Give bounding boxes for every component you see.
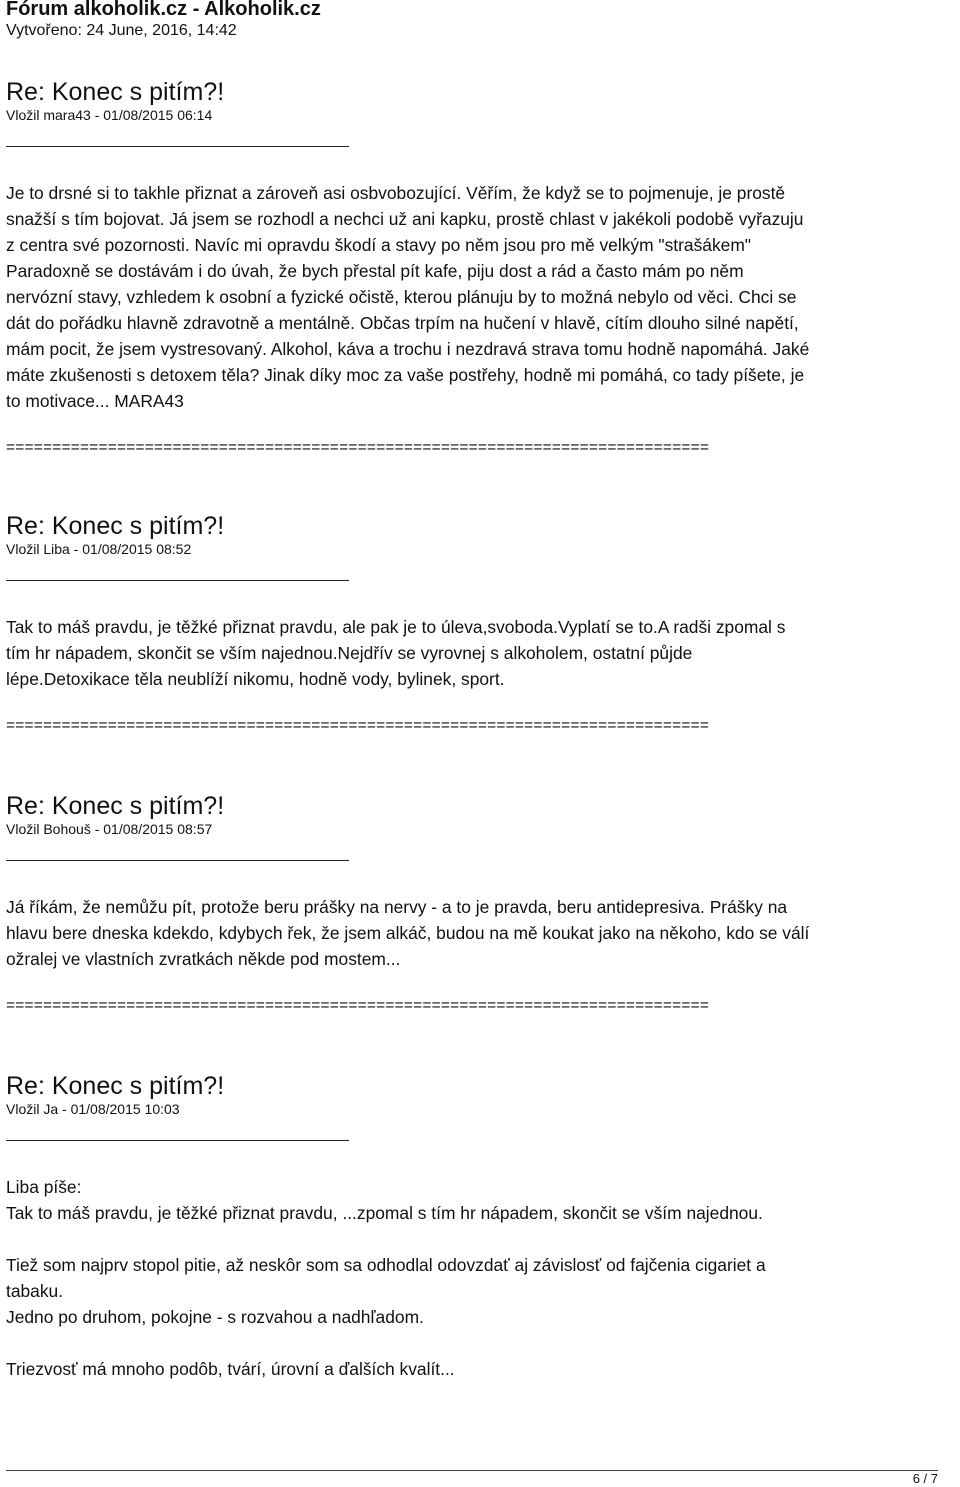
post-line: nervózní stavy, vzhledem k osobní a fyzické očistě, kterou plánuju by to možná nebylo od věci. Chci se: [6, 287, 797, 307]
post-title: Re: Konec s pitím?!: [6, 1072, 225, 1100]
post-line: z centra své pozornosti. Navíc mi opravdu škodí a stavy po něm jsou pro mě velkým "strašákem": [6, 235, 751, 255]
forum-post: [6, 78, 951, 457]
post-divider: [6, 580, 349, 581]
post-body: [6, 180, 951, 414]
post-separator: ============================================================================: [6, 997, 710, 1014]
post-divider: [6, 860, 349, 861]
post-line: mám pocit, že jsem vystresovaný. Alkohol, káva a trochu i nezdravá strava tomu hodně napomáhá. Jaké: [6, 339, 810, 359]
post-line: snažší s tím bojovat. Já jsem se rozhodl a nechci už ani kapku, prostě chlast v jakékoli podobě vyřazuju: [6, 209, 804, 229]
post-line: Tiež som najprv stopol pitie, až neskôr som sa odhodlal odovzdať aj závislosť od fajčenia cigariet a: [6, 1255, 766, 1275]
post-line: lépe.Detoxikace těla neublíží nikomu, hodně vody, bylinek, sport.: [6, 669, 505, 689]
page-number: 6 / 7: [912, 1471, 938, 1486]
quote-label: Liba píše:: [6, 1177, 82, 1197]
forum-post: [6, 792, 951, 1015]
forum-post: [6, 512, 951, 735]
post-line: hlavu bere dneska kdekdo, kdybych řek, že jsem alkáč, budou na mě koukat jako na někoho, kdo se válí: [6, 923, 810, 943]
post-line: to motivace... MARA43: [6, 391, 184, 411]
post-title: Re: Konec s pitím?!: [6, 792, 225, 820]
post-separator: ============================================================================: [6, 439, 710, 456]
post-meta: Vložil Bohouš - 01/08/2015 08:57: [6, 821, 213, 837]
post-body: [6, 894, 951, 972]
post-line: Je to drsné si to takhle přiznat a zároveň asi osbvobozující. Věřím, že když se to pojmenuje, je prostě: [6, 183, 786, 203]
post-line: Já říkám, že nemůžu pít, protože beru prášky na nervy - a to je pravda, beru antidepresiva. Prášky na: [6, 897, 788, 917]
post-title: Re: Konec s pitím?!: [6, 512, 225, 540]
footer-divider: [6, 1470, 938, 1471]
post-line: Jedno po druhom, pokojne - s rozvahou a nadhľadom.: [6, 1307, 424, 1327]
post-line: ožralej ve vlastních zvratkách někde pod mostem...: [6, 949, 401, 969]
forum-post: [6, 1072, 951, 1382]
post-line: Tak to máš pravdu, je těžké přiznat pravdu, ale pak je to úleva,svoboda.Vyplatí se to.A radši zpomal s: [6, 617, 786, 637]
post-divider: [6, 146, 349, 147]
post-divider: [6, 1140, 349, 1141]
post-separator: ============================================================================: [6, 717, 710, 734]
post-line: dát do pořádku hlavně zdravotně a mentálně. Občas trpím na hučení v hlavě, cítím dlouho silné napětí,: [6, 313, 799, 333]
post-meta: Vložil mara43 - 01/08/2015 06:14: [6, 107, 213, 123]
post-body: [6, 614, 951, 692]
post-line: tabaku.: [6, 1281, 64, 1301]
post-body: [6, 1174, 951, 1382]
post-line: máte zkušenosti s detoxem těla? Jinak díky moc za vaše postřehy, hodně mi pomáhá, co tady píšete, je: [6, 365, 805, 385]
site-title: Fórum alkoholik.cz - Alkoholik.cz: [6, 0, 321, 20]
page-header: [6, 0, 321, 41]
post-line: Paradoxně se dostávám i do úvah, že bych přestal pít kafe, piju dost a rád a často mám po něm: [6, 261, 744, 281]
post-meta: Vložil Liba - 01/08/2015 08:52: [6, 541, 192, 557]
post-meta: Vložil Ja - 01/08/2015 10:03: [6, 1101, 180, 1117]
post-title: Re: Konec s pitím?!: [6, 78, 225, 106]
created-timestamp: Vytvořeno: 24 June, 2016, 14:42: [6, 22, 237, 39]
quoted-text: Tak to máš pravdu, je těžké přiznat pravdu, ...zpomal s tím hr nápadem, skončit se vším najednou.: [6, 1203, 763, 1223]
post-line: tím hr nápadem, skončit se vším najednou.Nejdřív se vyrovnej s alkoholem, ostatní půjde: [6, 643, 693, 663]
post-line: Triezvosť má mnoho podôb, tvárí, úrovní a ďalších kvalít...: [6, 1359, 455, 1379]
